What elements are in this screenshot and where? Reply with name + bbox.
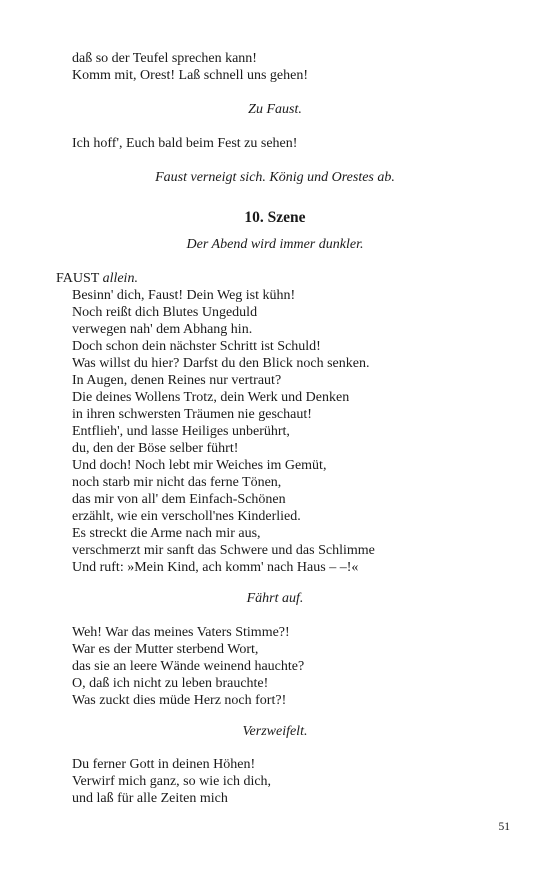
speaker-name: FAUST: [56, 271, 100, 286]
stage-direction: Faust verneigt sich. König und Orestes ab.: [155, 170, 395, 185]
verse-line: noch starb mir nicht das ferne Tönen,: [72, 475, 282, 490]
verse-line: Und doch! Noch lebt mir Weiches im Gemüt,: [72, 458, 327, 473]
verse-block-5: [72, 756, 271, 807]
verse-line: Weh! War das meines Vaters Stimme?!: [72, 625, 290, 640]
verse-line: O, daß ich nicht zu leben brauchte!: [72, 676, 269, 691]
verse-line: Was willst du hier? Darfst du den Blick noch senken.: [72, 356, 370, 371]
verse-line: In Augen, denen Reines nur vertraut?: [72, 373, 282, 388]
scene-title: 10. Szene: [244, 209, 306, 226]
verse-line: erzählt, wie ein verscholl'nes Kinderlied.: [72, 509, 301, 524]
verse-line: das mir von all' dem Einfach-Schönen: [72, 492, 286, 507]
verse-line: Es streckt die Arme nach mir aus,: [72, 526, 261, 541]
verse-block-2: [72, 135, 297, 152]
verse-line: Entflieh', und lasse Heiliges unberührt,: [72, 424, 290, 439]
verse-block-1: [72, 50, 308, 84]
verse-block-3: [72, 287, 375, 576]
verse-line: Und ruft: »Mein Kind, ach komm' nach Haus – –!«: [72, 560, 359, 575]
verse-line: daß so der Teufel sprechen kann!: [72, 51, 257, 66]
stage-direction: Fährt auf.: [246, 591, 304, 606]
verse-line: Verwirf mich ganz, so wie ich dich,: [72, 774, 272, 789]
verse-line: Was zuckt dies müde Herz noch fort?!: [72, 693, 287, 708]
verse-line: Besinn' dich, Faust! Dein Weg ist kühn!: [72, 288, 296, 303]
stage-direction: Zu Faust.: [248, 102, 302, 117]
verse-line: Doch schon dein nächster Schritt ist Schuld!: [72, 339, 321, 354]
speaker-label: [56, 270, 138, 287]
stage-direction: Verzweifelt.: [242, 724, 308, 739]
verse-line: Du ferner Gott in deinen Höhen!: [72, 757, 256, 772]
verse-line: in ihren schwersten Träumen nie geschaut!: [72, 407, 312, 422]
verse-line: das sie an leere Wände weinend hauchte?: [72, 659, 305, 674]
verse-line: verschmerzt mir sanft das Schwere und das Schlimme: [72, 543, 375, 558]
verse-line: War es der Mutter sterbend Wort,: [72, 642, 259, 657]
scene-subtitle: Der Abend wird immer dunkler.: [186, 237, 364, 252]
verse-line: du, den der Böse selber führt!: [72, 441, 239, 456]
verse-line: und laß für alle Zeiten mich: [72, 791, 228, 806]
verse-line: Ich hoff', Euch bald beim Fest zu sehen!: [72, 136, 298, 151]
verse-line: Noch reißt dich Blutes Ungeduld: [72, 305, 258, 320]
page-number: 51: [498, 821, 510, 833]
verse-line: Komm mit, Orest! Laß schnell uns gehen!: [72, 68, 309, 83]
verse-line: Die deines Wollens Trotz, dein Werk und Denken: [72, 390, 350, 405]
verse-line: verwegen nah' dem Abhang hin.: [72, 322, 253, 337]
speaker-note: allein.: [102, 271, 138, 286]
verse-block-4: [72, 624, 304, 709]
